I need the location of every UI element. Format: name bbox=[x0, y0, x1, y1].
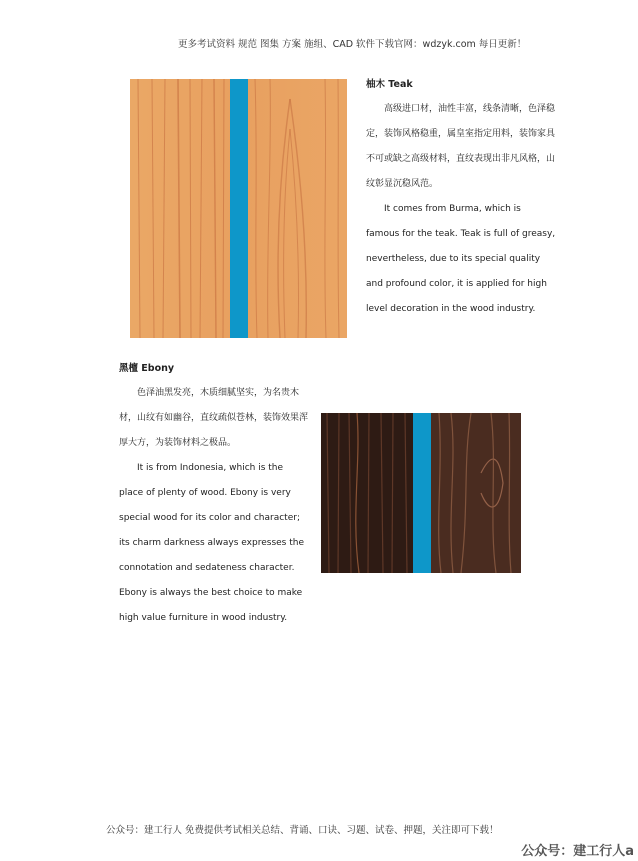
ebony-wood-texture bbox=[321, 413, 521, 573]
teak-english-text: It comes from Burma, which is famous for the teak. Teak is full of greasy, nevertheless, due to its special quality and profound color, it is applied for high level decoration in the wood industry. bbox=[366, 204, 556, 314]
teak-description bbox=[366, 72, 556, 322]
ebony-description bbox=[119, 356, 309, 631]
teak-wood-texture bbox=[130, 79, 347, 338]
teak-title: 柚木 Teak bbox=[366, 79, 413, 90]
ebony-title: 黑檀 Ebony bbox=[119, 363, 175, 374]
ebony-english-text: It is from Indonesia, which is the place of plenty of wood. Ebony is very special wood for its color and character; its charm darkness always expresses the connotation and sedateness character. Ebony is always the best choice to make high value furniture in wood industry. bbox=[119, 463, 304, 623]
page-header: 更多考试资料 规范 图集 方案 施组、CAD 软件下载官网：wdzyk.com 每日更新！ bbox=[178, 39, 527, 50]
ebony-chinese-text: 色泽油黑发亮，木质细腻坚实，为名贵木材，山纹有如幽谷，直纹疏似苍林，装饰效果浑厚大方，为装饰材料之极品。 bbox=[119, 388, 309, 448]
watermark: 公众号：建工行人a bbox=[521, 844, 634, 859]
teak-chinese-text: 高级进口材，油性丰富，线条清晰，色泽稳定，装饰风格稳重，属皇室指定用料，装饰家具不可或缺之高级材料，直纹表现出非凡风格，山纹彰显沉稳风范。 bbox=[366, 104, 556, 189]
ebony-wood-swatch bbox=[321, 413, 521, 573]
page-footer: 公众号：建工行人 免费提供考试相关总结、背诵、口诀、习题、试卷、押题，关注即可下载！ bbox=[106, 825, 499, 836]
teak-wood-swatch bbox=[130, 79, 347, 338]
